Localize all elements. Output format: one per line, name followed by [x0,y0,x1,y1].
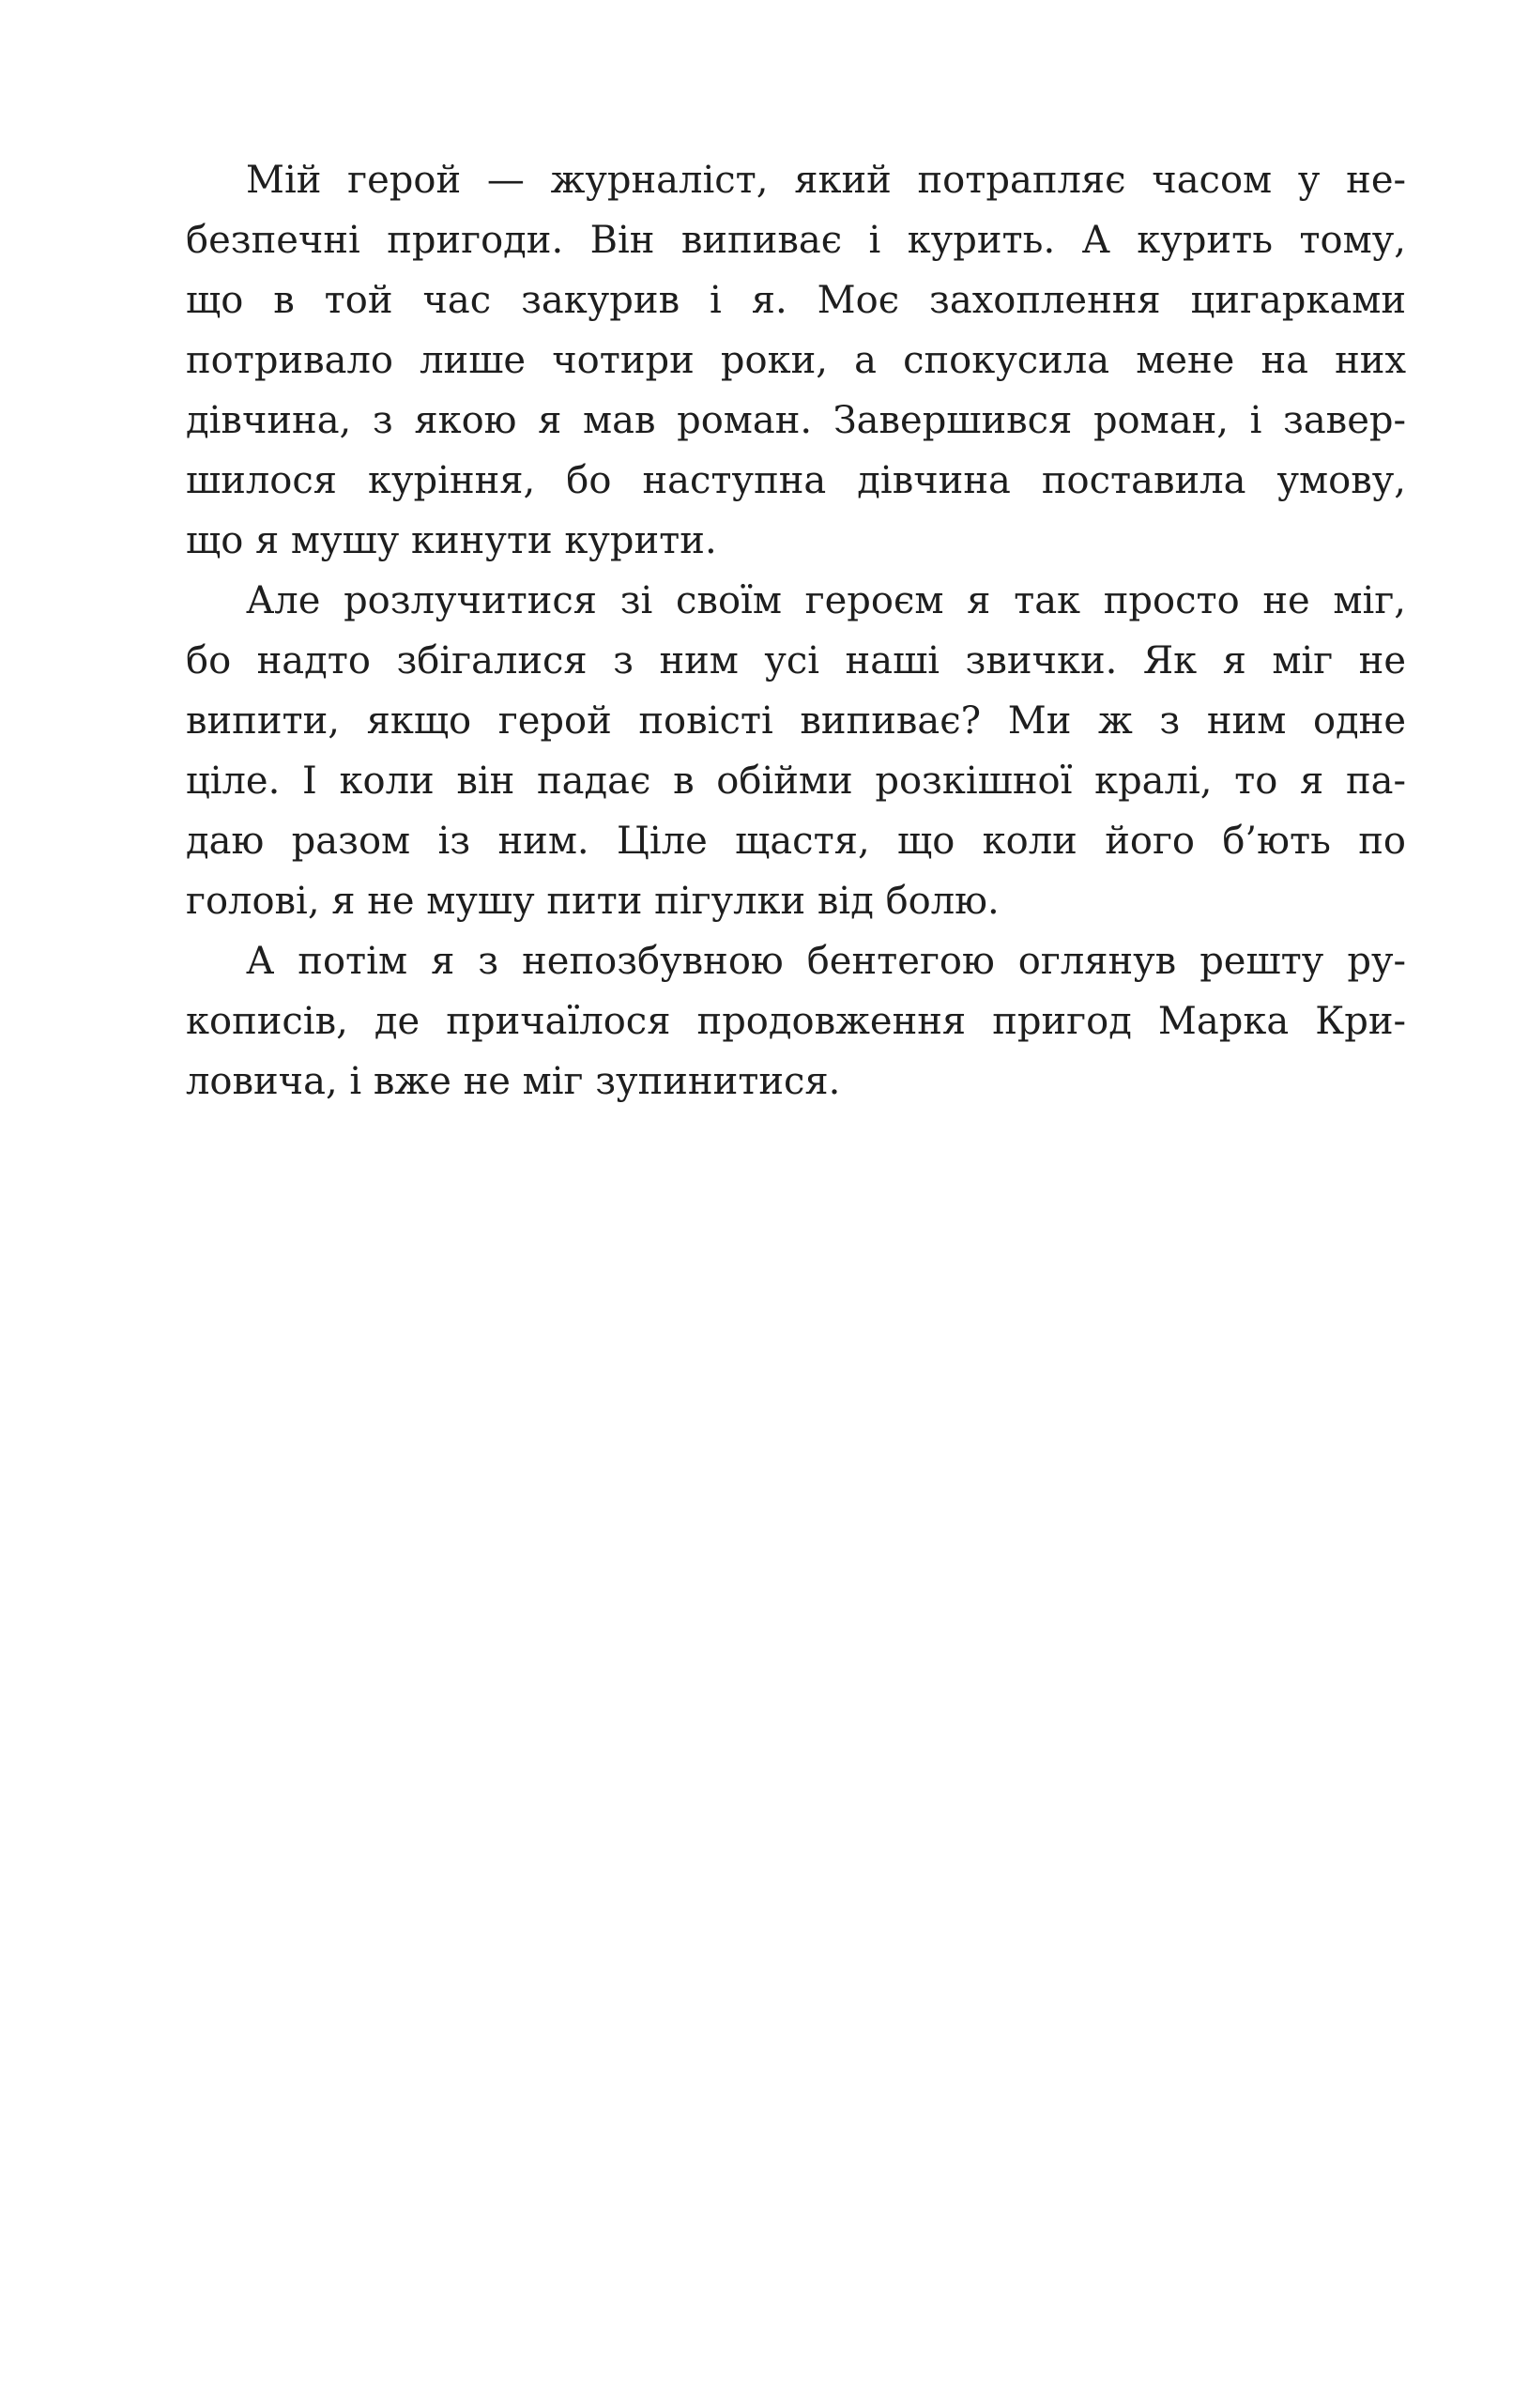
text-line: дівчина, з якою я мав роман. Завершився роман, і завер- [186,399,1406,442]
text-line: А потім я з непозбувною бентегою оглянув решту ру- [246,940,1406,983]
paragraph-2 [186,571,1406,931]
text-line: даю разом із ним. Ціле щастя, що коли його б’ють по [186,820,1406,863]
text-line: що я мушу кинути курити. [186,519,717,562]
text-line: потривало лише чотири роки, а спокусила мене на них [186,339,1406,382]
text-line: Але розлучитися зі своїм героєм я так просто не міг, [246,579,1406,622]
text-line: випити, якщо герой повісті випиває? Ми ж з ним одне [186,699,1406,743]
body-text [186,150,1406,1112]
text-line: ціле. І коли він падає в обійми розкішної кралі, то я па- [186,759,1406,803]
text-line: Мій герой — журналіст, який потрапляє часом у не- [246,159,1406,202]
text-line: кописів, де причаїлося продовження пригод Марка Кри- [186,1000,1406,1043]
text-line: що в той час закурив і я. Моє захоплення цигарками [186,279,1406,322]
text-line: шилося куріння, бо наступна дівчина поставила умову, [186,459,1406,502]
paragraph-3 [186,931,1406,1112]
text-line: ловича, і вже не міг зупинитися. [186,1060,841,1103]
paragraph-1 [186,150,1406,571]
text-line: бо надто збігалися з ним усі наші звички. Як я міг не [186,639,1406,683]
text-line: голові, я не мушу пити пігулки від болю. [186,880,1000,923]
text-line: безпечні пригоди. Він випиває і курить. А курить тому, [186,219,1406,262]
